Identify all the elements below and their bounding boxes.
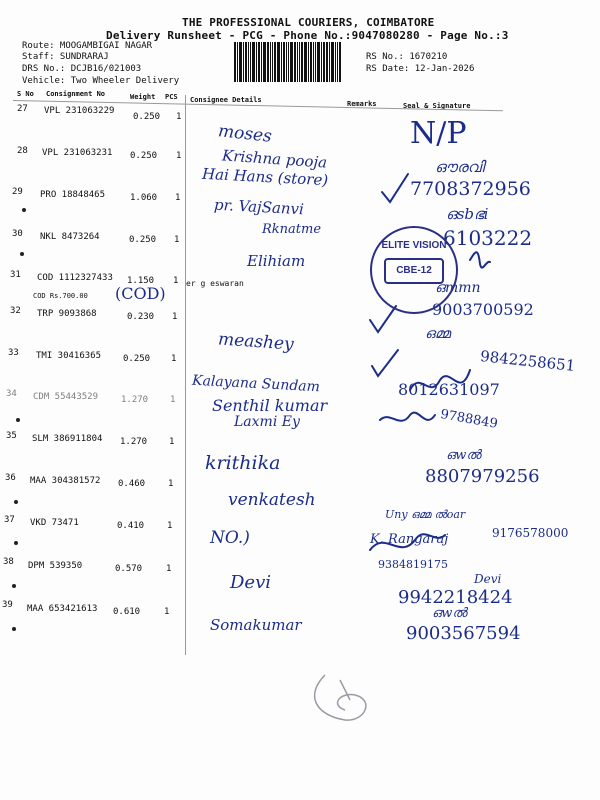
mark-dot [14, 541, 18, 545]
row-weight: 0.570 [115, 564, 143, 574]
col-remarks: Remarks [347, 100, 377, 108]
hw-consignee: pr. VajSanvi [213, 195, 305, 219]
hw-signature: Uny ഒമ്മ ൽoar [385, 508, 466, 521]
hw-consignee: Elihiam [247, 252, 306, 270]
check-icon [372, 350, 398, 376]
row-sno: 28 [17, 146, 28, 156]
row-sno: 31 [10, 270, 21, 280]
row-consignment: SLM 386911804 [32, 434, 103, 444]
cod-amount: COD Rs.700.00 [33, 292, 88, 300]
hw-phone: 9003567594 [406, 623, 521, 644]
row-pcs: 1 [173, 276, 179, 286]
row-sno: 38 [3, 557, 14, 567]
stamp-code: CBE-12 [384, 258, 444, 284]
row-pcs: 1 [171, 354, 177, 364]
row-sno: 32 [10, 306, 21, 316]
row-weight: 0.250 [129, 235, 157, 245]
scribble-signature [410, 370, 470, 390]
row-pcs: 1 [164, 607, 170, 617]
col-consignee: Consignee Details [190, 96, 262, 104]
row-weight: 0.460 [118, 479, 146, 489]
hw-consignee: venkatesh [228, 490, 316, 510]
scribble-signature [380, 413, 435, 421]
hw-consignee: Rknatme [262, 222, 322, 237]
barcode [234, 42, 360, 82]
row-consignment: NKL 8473264 [40, 232, 100, 242]
row-pcs: 1 [166, 564, 172, 574]
hw-consignee: Krishna pooja [221, 146, 328, 172]
row-consignment: PRO 18848465 [40, 190, 106, 200]
row-sno: 37 [4, 515, 15, 525]
hw-phone: 9176578000 [492, 526, 569, 540]
row-pcs: 1 [175, 193, 181, 203]
hw-signature: ഒmmn [435, 280, 481, 296]
row-weight: 1.270 [121, 395, 149, 405]
row-sno: 34 [6, 389, 17, 399]
rs-date: RS Date: 12-Jan-2026 [366, 64, 475, 74]
row-consignment: MAA 653421613 [27, 604, 98, 614]
row-weight: 0.250 [133, 112, 161, 122]
row-consignment: CDM 55443529 [33, 392, 99, 402]
row-weight: 1.150 [127, 276, 155, 286]
row-pcs: 1 [168, 479, 174, 489]
col-weight: Weight [130, 93, 156, 101]
col-sno: S No [17, 90, 34, 98]
row-weight: 1.270 [120, 437, 148, 447]
hw-phone: 6103222 [443, 226, 533, 250]
hw-cod-note: (COD) [115, 284, 166, 303]
row-sno: 33 [8, 348, 19, 358]
hw-consignee: krithika [205, 452, 281, 474]
row-sno: 27 [17, 104, 28, 114]
row-pcs: 1 [170, 395, 176, 405]
scribble-signature [370, 534, 445, 550]
hw-phone: 8012631097 [398, 380, 500, 399]
route-label: Route: MOOGAMBIGAI NAGAR [22, 41, 153, 51]
hw-consignee: Hai Hans (store) [201, 164, 329, 190]
hw-consignee: Devi [230, 572, 272, 593]
signature-strokes [340, 120, 600, 680]
check-icon [382, 174, 408, 202]
row-sno: 30 [12, 229, 23, 239]
hw-phone: 7708372956 [410, 178, 531, 200]
row-weight: 0.230 [127, 312, 155, 322]
hw-consignee: Senthil kumar [212, 396, 328, 415]
col-consignment: Consignment No [46, 90, 106, 98]
row-consignment: VKD 73471 [30, 518, 79, 528]
staff-label: Staff: SUNDRARAJ [22, 52, 109, 62]
hw-consignee: Laxmi Ey [234, 414, 300, 430]
col-seal: Seal & Signature [403, 102, 471, 110]
row-sno: 39 [2, 600, 13, 610]
pencil-scribble [300, 670, 390, 730]
mark-dot [14, 500, 18, 504]
row-consignment: COD 1112327433 [37, 273, 113, 283]
row-pcs: 1 [167, 521, 173, 531]
row-consignment: VPL 231063229 [44, 106, 115, 116]
row-weight: 0.250 [123, 354, 151, 364]
hw-consignee: Kalayana Sundam [191, 372, 321, 396]
stamp-text: ELITE VISION [381, 240, 447, 251]
check-icon [370, 306, 396, 332]
row-sno: 35 [6, 431, 17, 441]
row-consignment: MAA 304381572 [30, 476, 101, 486]
row-pcs: 1 [174, 235, 180, 245]
hw-remark-np: N/P [410, 116, 467, 151]
row-pcs: 1 [169, 437, 175, 447]
runsheet-title: Delivery Runsheet - PCG - Phone No.:9047080280 - Page No.:3 [106, 29, 509, 42]
hw-signature: K. Rangaraj [370, 532, 449, 547]
mark-dot [12, 584, 16, 588]
mark-dot [22, 208, 26, 212]
printed-consignee: er g eswaran [186, 279, 244, 288]
row-consignment: VPL 231063231 [42, 148, 113, 158]
hw-signature: ഒwൽ [446, 448, 481, 463]
row-weight: 0.410 [117, 521, 145, 531]
row-pcs: 1 [176, 112, 182, 122]
row-pcs: 1 [176, 151, 182, 161]
mark-dot [12, 627, 16, 631]
elite-vision-stamp [370, 226, 458, 314]
scribble-signature [470, 252, 490, 267]
hw-phone: 8807979256 [425, 466, 540, 487]
vehicle-label: Vehicle: Two Wheeler Delivery [22, 76, 180, 86]
drs-label: DRS No.: DCJB16/021003 [22, 64, 142, 74]
hw-phone: 9788849 [439, 407, 499, 432]
row-sno: 29 [12, 187, 23, 197]
hw-signature: Devi [474, 572, 502, 586]
row-pcs: 1 [172, 312, 178, 322]
hw-signature: ഔരവി [435, 158, 485, 176]
hw-phone: 9003700592 [432, 300, 534, 319]
row-consignment: TMI 30416365 [36, 351, 102, 361]
row-weight: 0.610 [113, 607, 141, 617]
row-weight: 0.250 [130, 151, 158, 161]
hw-signature: ഒwൽ [432, 606, 467, 621]
column-divider [185, 95, 186, 655]
mark-dot [20, 252, 24, 256]
hw-signature: ഒsbഭi [446, 205, 489, 223]
hw-consignee: Somakumar [210, 616, 302, 634]
hw-phone: 9842258651 [479, 347, 577, 375]
rs-number: RS No.: 1670210 [366, 52, 448, 62]
hw-phone: 9384819175 [378, 558, 448, 571]
row-sno: 36 [5, 473, 16, 483]
hw-signature: ഒമ്മ [425, 326, 451, 342]
hw-consignee: moses [217, 121, 273, 147]
company-title: THE PROFESSIONAL COURIERS, COIMBATORE [182, 16, 435, 29]
hw-consignee: NO.) [210, 528, 250, 548]
col-pcs: PCS [165, 93, 178, 101]
mark-dot [16, 418, 20, 422]
hw-consignee: meashey [217, 329, 295, 355]
row-weight: 1.060 [130, 193, 158, 203]
hw-phone: 9942218424 [398, 587, 513, 608]
row-consignment: DPM 539350 [28, 561, 83, 571]
row-consignment: TRP 9093868 [37, 309, 97, 319]
